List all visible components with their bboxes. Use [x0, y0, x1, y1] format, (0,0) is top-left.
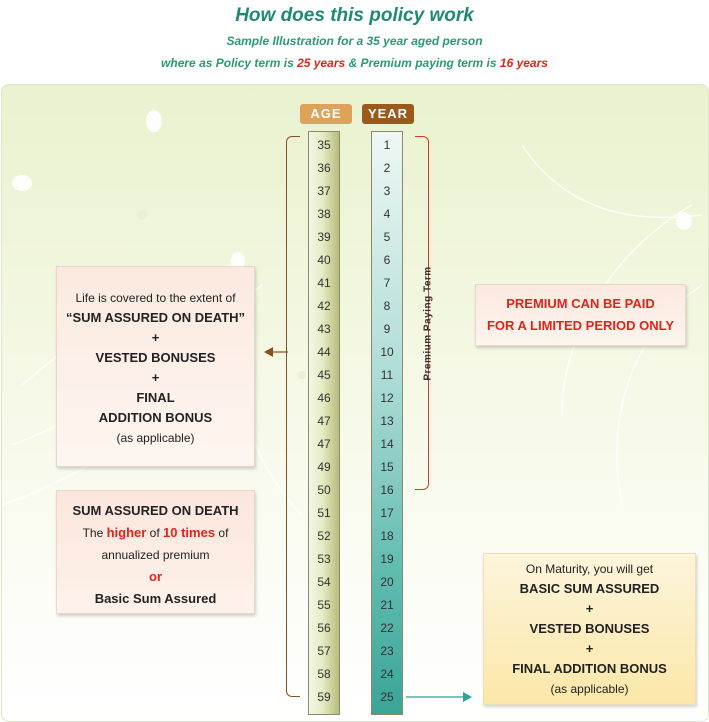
- sum-assured-of2: of: [215, 526, 229, 540]
- age-cell: 45: [317, 368, 331, 382]
- year-cell: 7: [383, 276, 391, 290]
- maturity-line1: On Maturity, you will get: [525, 562, 654, 576]
- age-cell: 39: [317, 230, 331, 244]
- maturity-line5: (as applicable): [550, 682, 629, 696]
- year-cell: 16: [380, 483, 394, 497]
- age-cell: 49: [317, 460, 331, 474]
- sum-assured-the: The: [82, 526, 107, 540]
- age-cell: 59: [317, 690, 331, 704]
- illustration-subtitle: Sample Illustration for a 35 year aged person: [226, 34, 483, 48]
- year-cell: 11: [380, 368, 394, 382]
- sum-assured-line2: [57, 522, 254, 544]
- age-cell: 52: [317, 529, 331, 543]
- arrow-left-icon: [264, 346, 288, 358]
- premium-limited-line2: FOR A LIMITED PERIOD ONLY: [486, 318, 675, 333]
- life-cover-plus2: +: [151, 370, 160, 385]
- age-cell: 41: [317, 276, 331, 290]
- premium-paying-term-text: Premium Paying Term: [422, 265, 434, 381]
- sum-assured-higher: higher: [106, 525, 147, 540]
- sum-assured-title: SUM ASSURED ON DEATH: [72, 503, 239, 518]
- sum-assured-or: or: [149, 569, 162, 584]
- coverage-bracket: [286, 136, 300, 697]
- maturity-line4: FINAL ADDITION BONUS: [512, 661, 667, 676]
- year-cell: 18: [380, 529, 394, 543]
- age-cell: 38: [317, 207, 331, 221]
- life-cover-line3: VESTED BONUSES: [95, 350, 216, 365]
- life-cover-line1: Life is covered to the extent of: [75, 291, 236, 305]
- maturity-box: [483, 553, 696, 705]
- year-cell: 3: [383, 184, 391, 198]
- maturity-plus1: +: [585, 601, 594, 616]
- age-cell: 53: [317, 552, 331, 566]
- year-cell: 4: [383, 207, 391, 221]
- year-cell: 19: [380, 552, 394, 566]
- year-cell: 6: [383, 253, 391, 267]
- year-cell: 14: [380, 437, 394, 451]
- age-cell: 46: [317, 391, 331, 405]
- age-cell: 56: [317, 621, 331, 635]
- maturity-plus2: +: [585, 641, 594, 656]
- year-cell: 22: [380, 621, 394, 635]
- year-cell: 10: [380, 345, 394, 359]
- age-cell: 54: [317, 575, 331, 589]
- life-cover-box: [56, 266, 255, 467]
- age-cell: 40: [317, 253, 331, 267]
- age-cell: 51: [317, 506, 331, 520]
- term-subtitle: [0, 56, 709, 70]
- age-cell: 37: [317, 184, 331, 198]
- life-cover-line6: (as applicable): [116, 431, 195, 445]
- year-badge: YEAR: [362, 104, 414, 124]
- premium-paying-term-label: [418, 265, 438, 381]
- premium-term-value: 16 years: [499, 56, 548, 70]
- life-cover-line5: ADDITION BONUS: [98, 410, 213, 425]
- age-cell: 42: [317, 299, 331, 313]
- year-cell: 24: [380, 667, 394, 681]
- term-subtitle-mid: & Premium paying term is: [345, 56, 500, 70]
- year-cell: 23: [380, 644, 394, 658]
- year-cell: 15: [380, 460, 394, 474]
- year-cell: 2: [383, 161, 391, 175]
- age-cell: 47: [317, 414, 331, 428]
- year-cell: 1: [383, 138, 391, 152]
- life-cover-plus1: +: [151, 330, 160, 345]
- year-cell: 9: [383, 322, 391, 336]
- age-cell: 36: [317, 161, 331, 175]
- year-cell: 5: [383, 230, 391, 244]
- sum-assured-line3: annualized premium: [101, 548, 210, 562]
- age-cell: 43: [317, 322, 331, 336]
- year-cell: 21: [380, 598, 394, 612]
- year-cell: 13: [380, 414, 394, 428]
- age-cell: 50: [317, 483, 331, 497]
- premium-limited-box: [475, 284, 686, 346]
- year-cell: 8: [383, 299, 391, 313]
- sum-assured-line5: Basic Sum Assured: [94, 591, 217, 606]
- term-subtitle-pre: where as Policy term is: [161, 56, 298, 70]
- age-cell: 57: [317, 644, 331, 658]
- age-cell: 44: [317, 345, 331, 359]
- life-cover-line2: “SUM ASSURED ON DEATH”: [65, 310, 246, 325]
- page-title: How does this policy work: [235, 5, 474, 26]
- year-cell: 17: [380, 506, 394, 520]
- life-cover-line4: FINAL: [136, 390, 175, 405]
- age-column: [308, 131, 340, 715]
- year-cell: 12: [380, 391, 394, 405]
- maturity-line3: VESTED BONUSES: [529, 621, 650, 636]
- age-cell: 58: [317, 667, 331, 681]
- arrow-right-icon: [406, 691, 472, 703]
- age-cell: 47: [317, 437, 331, 451]
- maturity-line2: BASIC SUM ASSURED: [519, 581, 660, 596]
- year-column: [371, 131, 403, 715]
- sum-assured-times: 10 times: [163, 525, 216, 540]
- sum-assured-box: [56, 490, 255, 614]
- policy-term-value: 25 years: [297, 56, 346, 70]
- age-cell: 35: [317, 138, 331, 152]
- premium-limited-line1: PREMIUM CAN BE PAID: [506, 296, 655, 311]
- year-cell: 20: [380, 575, 394, 589]
- year-cell: 25: [380, 690, 394, 704]
- sum-assured-of: of: [146, 526, 164, 540]
- age-badge: AGE: [300, 104, 352, 124]
- age-cell: 55: [317, 598, 331, 612]
